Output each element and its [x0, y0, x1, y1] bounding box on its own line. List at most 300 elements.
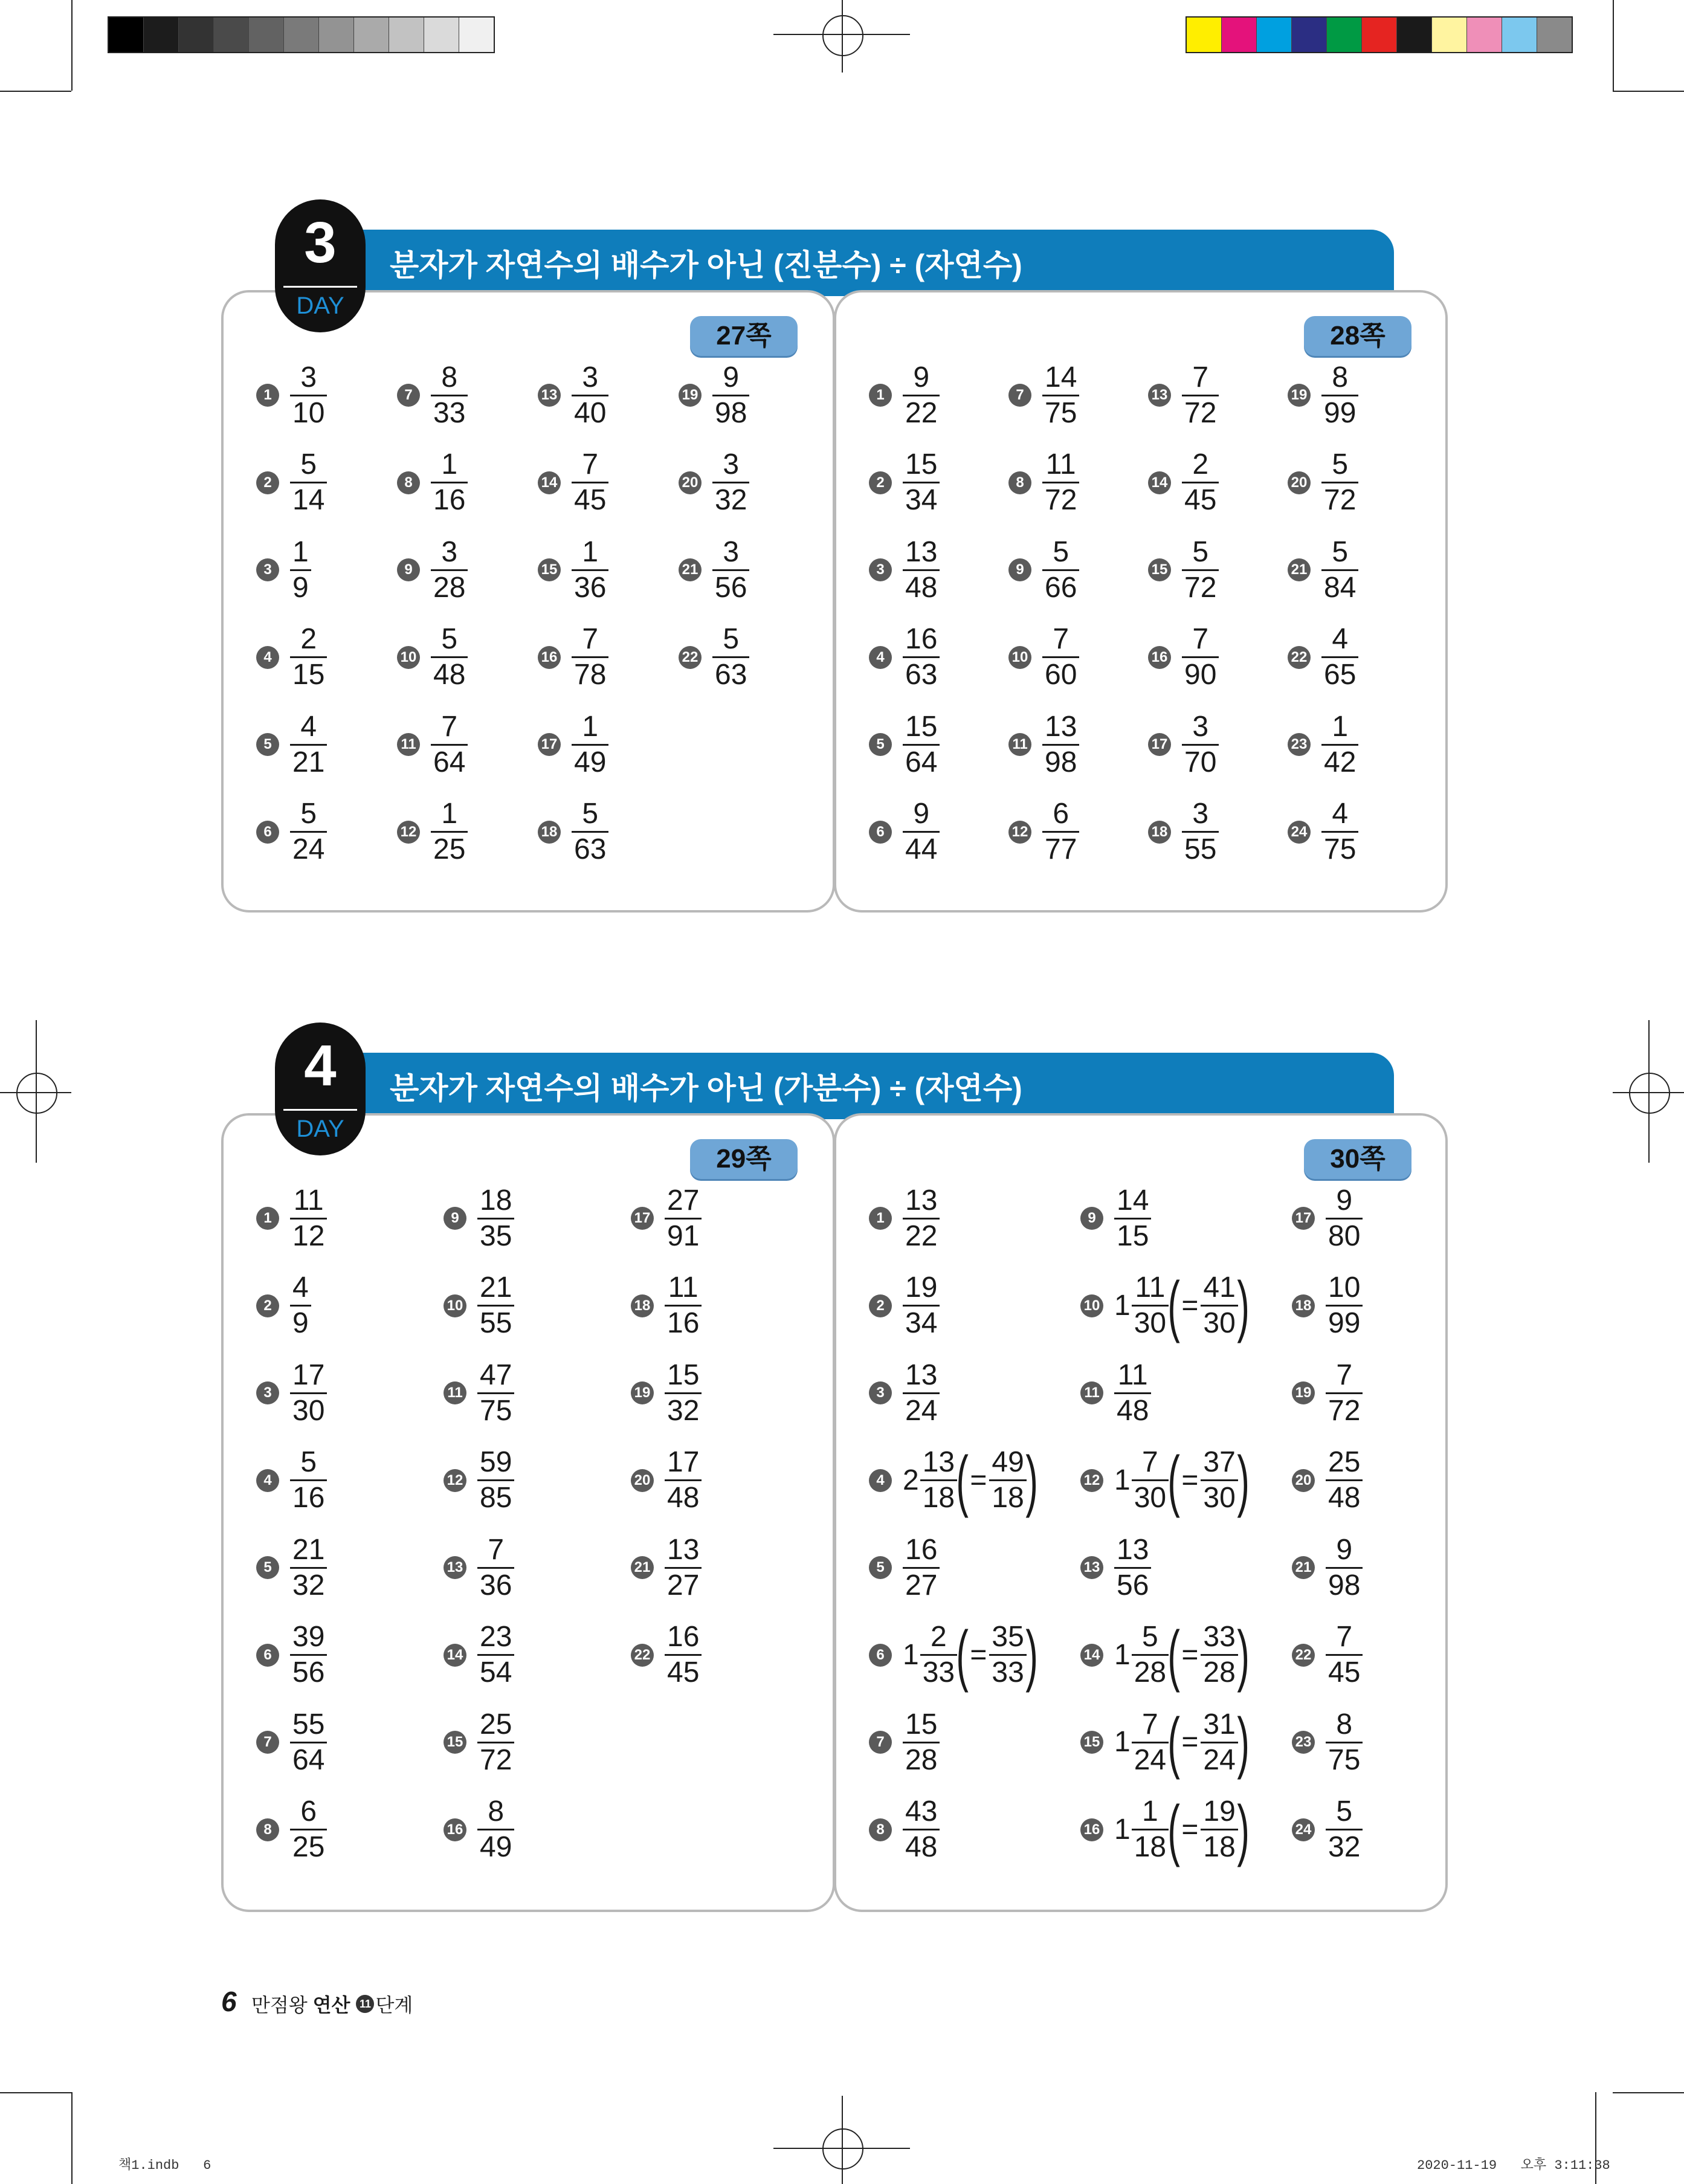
- fraction: [1042, 448, 1079, 517]
- numerator: 1: [1332, 710, 1349, 743]
- numerator: 4: [1332, 623, 1349, 655]
- problem-number-badge: 5: [256, 1556, 279, 1579]
- denominator: 9: [292, 571, 309, 604]
- numerator: 5: [723, 623, 740, 655]
- problem-number-badge: 22: [1288, 646, 1311, 669]
- problem-number-badge: 8: [256, 1818, 279, 1841]
- numerator: 7: [582, 623, 599, 655]
- denominator: 34: [905, 1307, 938, 1339]
- denominator: 63: [574, 833, 607, 865]
- denominator: 64: [433, 746, 466, 778]
- denominator: 56: [715, 571, 747, 604]
- color-swatch: [284, 18, 319, 52]
- answer-item: [444, 1355, 514, 1430]
- problem-number-badge: 14: [1148, 471, 1171, 494]
- numerator: 15: [667, 1359, 700, 1391]
- color-swatch: [109, 18, 144, 52]
- equals-sign: =: [970, 1464, 987, 1496]
- denominator: 99: [1324, 396, 1357, 429]
- close-paren: ): [1237, 1617, 1250, 1693]
- problem-number-badge: 15: [538, 558, 561, 581]
- process-color-bar: [1186, 16, 1573, 53]
- fraction: [290, 1795, 327, 1864]
- denominator: 56: [292, 1656, 325, 1688]
- color-swatch: [1537, 18, 1572, 52]
- numerator: 3: [1192, 710, 1209, 743]
- answer-item: [679, 532, 749, 607]
- denominator: 27: [667, 1569, 700, 1601]
- denominator: 27: [905, 1569, 938, 1601]
- answer-item: [679, 358, 749, 433]
- denominator: 16: [433, 484, 466, 516]
- numerator: 15: [905, 710, 938, 743]
- problem-number-badge: 17: [538, 733, 561, 756]
- denominator: 45: [574, 484, 607, 516]
- numerator: 13: [1117, 1533, 1149, 1566]
- fraction: [290, 1708, 327, 1777]
- denominator: 80: [1328, 1220, 1361, 1252]
- numerator: 7: [488, 1533, 505, 1566]
- denominator: 84: [1324, 571, 1357, 604]
- numerator: 9: [913, 361, 930, 393]
- answer-item: [256, 1443, 327, 1518]
- fraction: [1182, 623, 1219, 691]
- numerator: 6: [1053, 798, 1069, 830]
- numerator: 31: [1203, 1708, 1236, 1740]
- fraction: [1042, 623, 1079, 691]
- denominator: 33: [992, 1656, 1024, 1688]
- problem-number-badge: 9: [397, 558, 420, 581]
- answer-item: [679, 620, 749, 695]
- numerator: 5: [300, 1446, 317, 1478]
- fraction: [1326, 1534, 1363, 1602]
- denominator: 18: [992, 1482, 1024, 1514]
- denominator: 25: [433, 833, 466, 865]
- problem-number-badge: 1: [869, 1207, 892, 1230]
- problem-number-badge: 22: [631, 1644, 654, 1667]
- fraction: [903, 798, 940, 866]
- equals-sign: =: [1181, 1464, 1199, 1496]
- denominator: 16: [292, 1482, 325, 1514]
- problem-number-badge: 11: [444, 1381, 466, 1404]
- fraction: [477, 1708, 514, 1777]
- answer-item: [869, 1443, 1037, 1518]
- fraction: [1201, 1708, 1237, 1777]
- color-swatch: [389, 18, 424, 52]
- problem-number-badge: 13: [538, 384, 561, 407]
- numerator: 27: [667, 1184, 700, 1216]
- problem-number-badge: 24: [1292, 1818, 1315, 1841]
- problem-number-badge: 11: [1080, 1381, 1103, 1404]
- fraction: [903, 448, 940, 517]
- denominator: 22: [905, 1220, 938, 1252]
- color-swatch: [1327, 18, 1362, 52]
- answer-item: [869, 1530, 940, 1605]
- fraction: [572, 798, 608, 866]
- problem-number-badge: 19: [631, 1381, 654, 1404]
- denominator: 72: [1328, 1394, 1361, 1427]
- denominator: 24: [905, 1394, 938, 1427]
- denominator: 63: [905, 659, 938, 691]
- equals-sign: =: [1181, 1289, 1199, 1322]
- denominator: 77: [1045, 833, 1077, 865]
- numerator: 33: [1203, 1621, 1236, 1653]
- open-paren: (: [1167, 1267, 1180, 1343]
- problem-number-badge: 2: [256, 471, 279, 494]
- denominator: 44: [905, 833, 938, 865]
- color-swatch: [354, 18, 389, 52]
- answer-item: [1292, 1181, 1363, 1256]
- numerator: 3: [1192, 798, 1209, 830]
- problem-number-badge: 21: [1288, 558, 1311, 581]
- problem-number-badge: 17: [1148, 733, 1171, 756]
- numerator: 5: [1336, 1795, 1353, 1827]
- denominator: 70: [1184, 746, 1217, 778]
- problem-number-badge: 3: [256, 558, 279, 581]
- denominator: 72: [1184, 396, 1217, 429]
- answer-item: [869, 1792, 940, 1867]
- numerator: 1: [292, 535, 309, 568]
- book-title-prefix: 만점왕: [251, 1994, 313, 2016]
- fraction: [712, 361, 749, 430]
- denominator: 63: [715, 659, 747, 691]
- numerator: 3: [300, 361, 317, 393]
- denominator: 30: [1203, 1482, 1236, 1514]
- numerator: 1: [441, 798, 458, 830]
- denominator: 24: [1203, 1743, 1236, 1776]
- whole-number: 1: [903, 1638, 919, 1671]
- denominator: 15: [1117, 1220, 1149, 1252]
- book-title-bold: 연산: [312, 1994, 350, 2016]
- numerator: 7: [441, 710, 458, 743]
- fraction: [290, 1271, 311, 1340]
- page-tag: 28쪽: [1304, 316, 1411, 356]
- denominator: 9: [292, 1307, 309, 1339]
- denominator: 21: [292, 746, 325, 778]
- numerator: 5: [300, 798, 317, 830]
- fraction: [1326, 1359, 1363, 1427]
- numerator: 14: [1117, 1184, 1149, 1216]
- problem-number-badge: 12: [1080, 1469, 1103, 1492]
- fraction: [290, 798, 327, 866]
- numerator: 1: [441, 448, 458, 480]
- numerator: 13: [905, 1359, 938, 1391]
- fraction: [903, 1271, 940, 1340]
- color-swatch: [1187, 18, 1222, 52]
- problem-number-badge: 18: [1292, 1294, 1315, 1317]
- answer-item: [538, 620, 608, 695]
- numerator: 47: [480, 1359, 512, 1391]
- problem-number-badge: 22: [1292, 1644, 1315, 1667]
- numerator: 17: [292, 1359, 325, 1391]
- denominator: 25: [292, 1831, 325, 1863]
- denominator: 48: [433, 659, 466, 691]
- day-badge: [275, 1023, 366, 1155]
- problem-number-badge: 21: [679, 558, 702, 581]
- fraction: [572, 448, 608, 517]
- answer-item: [869, 445, 940, 520]
- answer-item: [256, 1355, 327, 1430]
- numerator: 3: [723, 448, 740, 480]
- answer-item: [538, 358, 608, 433]
- problem-number-badge: 8: [397, 471, 420, 494]
- answer-item: [444, 1792, 514, 1867]
- denominator: 18: [1203, 1831, 1236, 1863]
- fraction: [1326, 1621, 1363, 1689]
- fraction: [1182, 711, 1219, 779]
- problem-number-badge: 5: [256, 733, 279, 756]
- close-paren: ): [1237, 1267, 1250, 1343]
- fraction: [290, 1621, 327, 1689]
- answer-item: [631, 1181, 702, 1256]
- problem-number-badge: 13: [1148, 384, 1171, 407]
- close-paren: ): [1025, 1442, 1038, 1518]
- numerator: 9: [1336, 1533, 1353, 1566]
- fraction: [903, 623, 940, 691]
- numerator: 7: [582, 448, 599, 480]
- numerator: 7: [1142, 1446, 1158, 1478]
- fraction: [477, 1795, 514, 1864]
- answer-item: [256, 1618, 327, 1693]
- answer-item: [1292, 1443, 1363, 1518]
- answer-item: [538, 445, 608, 520]
- answer-item: [397, 358, 468, 433]
- answer-item: [1292, 1705, 1363, 1780]
- level-suffix: 단계: [375, 1994, 413, 2016]
- denominator: 60: [1045, 659, 1077, 691]
- denominator: 85: [480, 1482, 512, 1514]
- problem-number-badge: 20: [679, 471, 702, 494]
- answer-item: [1148, 620, 1219, 695]
- numerator: 5: [1332, 448, 1349, 480]
- answer-item: [256, 532, 311, 607]
- denominator: 75: [1328, 1743, 1361, 1776]
- answer-item: [1292, 1355, 1363, 1430]
- fraction: [903, 1795, 940, 1864]
- fraction: [903, 1708, 940, 1777]
- numerator: 5: [300, 448, 317, 480]
- numerator: 7: [1192, 623, 1209, 655]
- problem-number-badge: 16: [1148, 646, 1171, 669]
- answer-item: [631, 1618, 702, 1693]
- numerator: 4: [300, 710, 317, 743]
- color-swatch: [1467, 18, 1502, 52]
- numerator: 25: [480, 1708, 512, 1740]
- fraction: [920, 1621, 957, 1689]
- denominator: 72: [1184, 571, 1217, 604]
- fraction: [712, 448, 749, 517]
- problem-number-badge: 11: [397, 733, 420, 756]
- gray-color-bar: [108, 16, 495, 53]
- numerator: 2: [1192, 448, 1209, 480]
- problem-number-badge: 3: [869, 558, 892, 581]
- fraction: [290, 1534, 327, 1602]
- slug-file: 책1.indb 6: [118, 2158, 211, 2173]
- numerator: 39: [292, 1621, 325, 1653]
- answer-item: [256, 1268, 311, 1343]
- problem-number-badge: 6: [256, 821, 279, 844]
- fraction: [290, 1359, 327, 1427]
- problem-number-badge: 6: [256, 1644, 279, 1667]
- denominator: 65: [1324, 659, 1357, 691]
- equals-sign: =: [1181, 1726, 1199, 1758]
- denominator: 32: [715, 484, 747, 516]
- numerator: 5: [441, 623, 458, 655]
- denominator: 30: [1134, 1307, 1167, 1339]
- answer-item: [1292, 1792, 1363, 1867]
- denominator: 40: [574, 396, 607, 429]
- numerator: 13: [905, 1184, 938, 1216]
- problem-number-badge: 3: [869, 1381, 892, 1404]
- answer-item: [869, 358, 940, 433]
- problem-number-badge: 7: [397, 384, 420, 407]
- numerator: 18: [480, 1184, 512, 1216]
- numerator: 13: [667, 1533, 700, 1566]
- answer-item: [1080, 1355, 1151, 1430]
- numerator: 7: [1336, 1621, 1353, 1653]
- problem-number-badge: 20: [1288, 471, 1311, 494]
- level-badge: 11: [356, 1995, 374, 2013]
- numerator: 4: [292, 1271, 309, 1304]
- denominator: 32: [292, 1569, 325, 1601]
- problem-number-badge: 20: [631, 1469, 654, 1492]
- numerator: 37: [1203, 1446, 1236, 1478]
- answer-item: [869, 707, 940, 782]
- fraction: [1321, 623, 1358, 691]
- section-title: 분자가 자연수의 배수가 아닌 (진분수) ÷ (자연수): [390, 248, 1022, 282]
- equals-sign: =: [970, 1638, 987, 1671]
- numerator: 16: [905, 623, 938, 655]
- numerator: 43: [905, 1795, 938, 1827]
- problem-number-badge: 9: [444, 1207, 466, 1230]
- numerator: 13: [922, 1446, 955, 1478]
- answer-item: [1148, 707, 1219, 782]
- numerator: 3: [723, 535, 740, 568]
- answer-item: [1292, 1618, 1363, 1693]
- fraction: [1132, 1446, 1169, 1514]
- color-swatch: [459, 18, 494, 52]
- color-swatch: [1257, 18, 1292, 52]
- denominator: 16: [667, 1307, 700, 1339]
- fraction: [903, 536, 940, 604]
- fraction: [431, 798, 468, 866]
- fraction: [290, 1184, 327, 1253]
- fraction: [712, 623, 749, 691]
- numerator: 9: [913, 798, 930, 830]
- fraction: [1321, 361, 1358, 430]
- numerator: 9: [1336, 1184, 1353, 1216]
- denominator: 24: [292, 833, 325, 865]
- numerator: 1: [1142, 1795, 1158, 1827]
- page-number: 6: [221, 1986, 237, 2017]
- numerator: 3: [441, 535, 458, 568]
- answer-item: [1008, 707, 1079, 782]
- answer-item: [869, 1181, 940, 1256]
- fraction: [1182, 798, 1219, 866]
- problem-number-badge: 18: [631, 1294, 654, 1317]
- denominator: 32: [667, 1394, 700, 1427]
- problem-number-badge: 14: [444, 1644, 466, 1667]
- answer-item: [256, 620, 327, 695]
- denominator: 98: [715, 396, 747, 429]
- answer-item: [256, 1705, 327, 1780]
- numerator: 11: [1045, 448, 1076, 480]
- fraction: [1326, 1271, 1363, 1340]
- answer-item: [538, 532, 608, 607]
- denominator: 28: [905, 1743, 938, 1776]
- fraction: [1321, 711, 1358, 779]
- fraction: [1182, 361, 1219, 430]
- numerator: 8: [1332, 361, 1349, 393]
- numerator: 4: [1332, 798, 1349, 830]
- denominator: 18: [922, 1482, 955, 1514]
- section-title-banner: [360, 1053, 1394, 1119]
- fraction: [572, 361, 608, 430]
- problem-number-badge: 11: [1008, 733, 1031, 756]
- numerator: 35: [992, 1621, 1024, 1653]
- fraction: [1132, 1271, 1169, 1340]
- color-swatch: [1362, 18, 1397, 52]
- open-paren: (: [1167, 1442, 1180, 1518]
- numerator: 25: [1328, 1446, 1361, 1478]
- numerator: 1: [582, 710, 599, 743]
- numerator: 5: [1142, 1621, 1158, 1653]
- color-swatch: [179, 18, 214, 52]
- answer-item: [631, 1530, 702, 1605]
- numerator: 3: [582, 361, 599, 393]
- fraction: [665, 1271, 702, 1340]
- problem-number-badge: 2: [869, 1294, 892, 1317]
- denominator: 35: [480, 1220, 512, 1252]
- denominator: 72: [1324, 484, 1357, 516]
- section-title: 분자가 자연수의 배수가 아닌 (가분수) ÷ (자연수): [390, 1071, 1022, 1105]
- answer-item: [1008, 445, 1079, 520]
- denominator: 42: [1324, 746, 1357, 778]
- fraction: [1201, 1795, 1237, 1864]
- problem-number-badge: 13: [1080, 1556, 1103, 1579]
- answer-item: [1080, 1618, 1248, 1693]
- problem-number-badge: 7: [256, 1731, 279, 1754]
- denominator: 49: [574, 746, 607, 778]
- color-swatch: [424, 18, 459, 52]
- denominator: 45: [667, 1656, 700, 1688]
- problem-number-badge: 13: [444, 1556, 466, 1579]
- color-swatch: [1502, 18, 1537, 52]
- numerator: 7: [1053, 623, 1069, 655]
- numerator: 11: [1117, 1359, 1148, 1391]
- fraction: [572, 536, 608, 604]
- fraction: [431, 536, 468, 604]
- fraction: [920, 1446, 957, 1514]
- day-badge: [275, 199, 366, 332]
- open-paren: (: [956, 1617, 969, 1693]
- fraction: [1321, 798, 1358, 866]
- answer-item: [256, 1181, 327, 1256]
- answer-item: [1148, 445, 1219, 520]
- numerator: 2: [300, 623, 317, 655]
- close-paren: ): [1237, 1442, 1250, 1518]
- whole-number: 1: [1114, 1726, 1131, 1758]
- fraction: [665, 1534, 702, 1602]
- numerator: 13: [905, 535, 938, 568]
- answer-item: [397, 620, 468, 695]
- color-swatch: [249, 18, 284, 52]
- answer-item: [397, 795, 468, 870]
- answer-item: [1148, 532, 1219, 607]
- denominator: 49: [480, 1831, 512, 1863]
- fraction: [431, 361, 468, 430]
- answer-item: [444, 1705, 514, 1780]
